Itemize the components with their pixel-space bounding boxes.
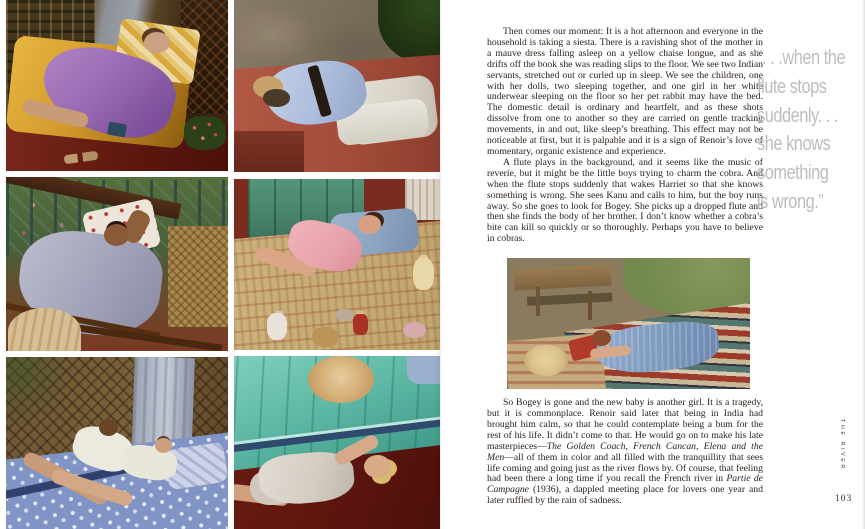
- film-still-girl-dolls: [234, 179, 440, 350]
- film-still-servant-bench: [234, 0, 440, 172]
- blue-cloth-shape: [407, 356, 440, 384]
- toy-mouse-shape: [335, 309, 354, 321]
- blonde-head-shape: [364, 455, 391, 478]
- pull-quote: “. . .when the flute stops suddenly. . . she knows something is wrong.”: [757, 46, 846, 213]
- film-still-two-children: [6, 357, 228, 529]
- straw-hat-shape: [524, 345, 568, 376]
- paragraph-flute: A flute plays in the background, and it seems like the music of reverie, but it might be the little boys trying to charm the cobra. And when the flute stops suddenly that wakes Harriet so that she knows something is wrong. She sees Kanu and calls to him, but the boy runs away. So she goes to look for Bogey. She picks up a dropped flute and then she finds the body of her brother. I don’t know whether a cobra’s bite can kill so quickly or so thoroughly. Perhaps you have to believe in cobras.: [487, 156, 763, 245]
- running-footer-vertical: THE RIVER: [839, 419, 845, 471]
- beard-shape: [263, 89, 290, 106]
- body-text-column: [487, 27, 763, 507]
- page-number: 103: [835, 494, 853, 504]
- paragraph-bogey: So Bogey is gone and the new baby is another girl. It is a tragedy, but it is commonplace. Renoir said later that being in India had brought him calm, so that he could contemplate being a bum for the rest of his life. It didn’t come to that. He would go on to make his late masterpieces—The Golden Coach, French Cancan, Elena and the Men—all of them in color and all filled with the tranquillity that sees life coming and going just as the river flows by. Of course, that feeling had been there a long time if you recall the French river in Partie de Campagne (1936), a dappled meeting place for lovers one year and later ruffled by the rain of sadness.: [487, 397, 764, 507]
- straw-hat-shape: [8, 308, 81, 352]
- film-still-girl-floor: [234, 356, 440, 529]
- red-doll-shape: [353, 314, 368, 335]
- film-still-nanny-chair: [6, 177, 228, 351]
- head-shape: [104, 224, 129, 246]
- inset-photo-harriet: [507, 258, 750, 389]
- toy-bunny-shape: [403, 322, 426, 338]
- bench-front-shape: [234, 131, 304, 172]
- paragraph-siesta: Then comes our moment: It is a hot afternoon and everyone in the household is taking a siesta. There is a ravishing shot of the mother in a mauve dress falling asleep on a yellow chaise longue, and as she drifts off the book she was reading slips to the floor. We see two Indian servants, stretched out or curled up in sleep. We see the children, one with her dolls, two sleeping together, and one girl in her white underwear sleeping on the floor so her pet rabbit may have the bed. The domestic detail is ordinary and heartfelt, and as these shots dissolve from one to another so they are carried on gentle tracking movements, in and out, like sleep’s breathing. This effect may not be noticeable at first, but it is palpable and it is a sign of Renoir’s love of momentary, organic existence and experience.: [487, 26, 763, 157]
- right-page: [441, 0, 865, 529]
- yellow-doll-shape: [413, 258, 434, 290]
- flowers-shape: [184, 116, 226, 150]
- child-head-shape: [155, 438, 172, 453]
- teddy-bear-shape: [312, 327, 339, 347]
- head-shape: [358, 215, 381, 234]
- pet-rabbit-shape: [308, 356, 374, 403]
- film-still-mother-chaise: [6, 0, 228, 171]
- white-doll-shape: [267, 313, 287, 340]
- bench-leg-shape: [536, 287, 540, 316]
- child-head-shape: [99, 419, 118, 436]
- greenery-shape: [6, 357, 64, 426]
- wicker-chair-shape: [168, 226, 228, 327]
